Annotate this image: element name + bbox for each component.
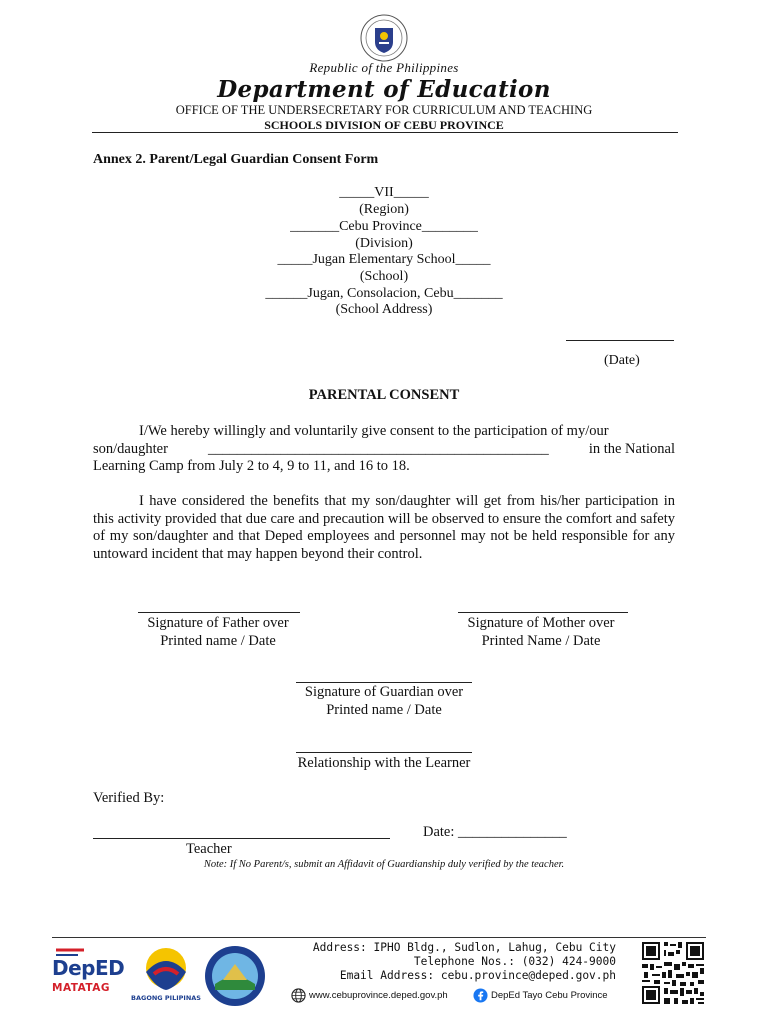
teacher-signature-blank xyxy=(93,838,390,839)
para1-son-daughter: son/daughter xyxy=(93,440,168,457)
bagong-pilipinas-icon xyxy=(132,944,200,994)
header-divider xyxy=(92,132,678,133)
verified-by-label: Verified By: xyxy=(93,790,165,806)
deped-matatag-logo xyxy=(52,944,125,1004)
verify-date-field xyxy=(423,824,567,841)
office-label: OFFICE OF THE UNDERSECRETARY FOR CURRICULUM AND TEACHING xyxy=(175,103,593,117)
father-line2: Printed name / Date xyxy=(160,632,276,649)
deped-seal-icon xyxy=(360,14,408,62)
globe-icon xyxy=(291,988,306,1003)
footer-telephone: Telephone Nos.: (032) 424-9000 xyxy=(413,955,616,968)
mother-signature-blank xyxy=(458,612,628,613)
verify-date-prefix: Date: xyxy=(423,824,455,840)
teacher-label: Teacher xyxy=(186,841,232,857)
footer-divider xyxy=(52,937,706,938)
republic-label: Republic of the Philippines xyxy=(309,60,459,75)
footer-facebook xyxy=(473,988,608,1003)
relationship-label: Relationship with the Learner xyxy=(297,755,471,771)
deped-logo-text: DepED xyxy=(52,956,125,980)
address-value: ______Jugan, Consolacion, Cebu_______ xyxy=(265,286,503,301)
facebook-link[interactable]: DepEd Tayo Cebu Province xyxy=(491,990,608,1001)
guardianship-note: Note: If No Parent/s, submit an Affidavit of Guardianship duly verified by the teacher. xyxy=(203,859,565,870)
para1-line3: Learning Camp from July 2 to 4, 9 to 11, and 16 to 18. xyxy=(93,458,410,474)
guardian-signature-blank xyxy=(296,682,472,683)
division-value: _______Cebu Province________ xyxy=(290,219,478,234)
cebu-division-seal-icon xyxy=(203,944,267,1008)
para2-text: I have considered the benefits that my son/daughter will get from his/her participation in this activity provided that due care and precaution will be observed to ensure the comfort and safety of my son/daughter and that Deped employees and personnel may not be held responsible for any untoward incident that may happen beyond their control. xyxy=(93,493,675,562)
para1-line1: I/We hereby willingly and voluntarily give consent to the participation of my/our xyxy=(139,423,609,439)
guardian-signature-label xyxy=(234,684,534,719)
consent-heading: PARENTAL CONSENT xyxy=(308,387,460,403)
region-label: (Region) xyxy=(359,202,409,217)
mother-signature-label xyxy=(441,615,641,650)
matatag-logo-text: MATATAG xyxy=(52,982,111,994)
qr-code-icon xyxy=(640,940,706,1006)
mother-line2: Printed Name / Date xyxy=(481,632,601,649)
guardian-line1: Signature of Guardian over xyxy=(304,684,464,700)
father-signature-blank xyxy=(138,612,300,613)
division-label: SCHOOLS DIVISION OF CEBU PROVINCE xyxy=(264,118,504,132)
learner-name-blank: _______________________________________________ xyxy=(207,440,549,457)
relationship-blank xyxy=(296,752,472,753)
guardian-line2: Printed name / Date xyxy=(326,701,442,718)
date-label: (Date) xyxy=(604,353,640,368)
bagong-pilipinas-text: BAGONG PILIPINAS xyxy=(131,994,201,1002)
facebook-icon xyxy=(473,988,488,1003)
date-blank xyxy=(566,340,674,341)
website-link[interactable]: www.cebuprovince.deped.gov.ph xyxy=(309,990,448,1001)
division-field-label: (Division) xyxy=(355,236,413,251)
annex-title: Annex 2. Parent/Legal Guardian Consent Form xyxy=(93,152,379,167)
para1-national: in the National xyxy=(588,440,675,457)
mother-line1: Signature of Mother over xyxy=(467,615,615,631)
footer-email: Email Address: cebu.province@deped.gov.ph xyxy=(339,969,616,982)
verify-date-blank: _______________ xyxy=(458,824,567,840)
para1-line2 xyxy=(93,441,675,459)
consent-paragraph-1 xyxy=(93,423,675,476)
department-title: Department of Education xyxy=(217,76,551,103)
school-label: (School) xyxy=(359,269,409,284)
consent-paragraph-2 xyxy=(93,493,675,563)
address-label: (School Address) xyxy=(335,302,433,317)
footer-website xyxy=(291,988,448,1003)
region-value: _____VII_____ xyxy=(339,185,429,200)
father-signature-label xyxy=(118,615,318,650)
father-line1: Signature of Father over xyxy=(147,615,289,631)
footer-address: Address: IPHO Bldg., Sudlon, Lahug, Cebu City xyxy=(312,941,616,954)
school-value: _____Jugan Elementary School_____ xyxy=(277,252,491,267)
bagong-pilipinas-logo xyxy=(132,944,200,1006)
